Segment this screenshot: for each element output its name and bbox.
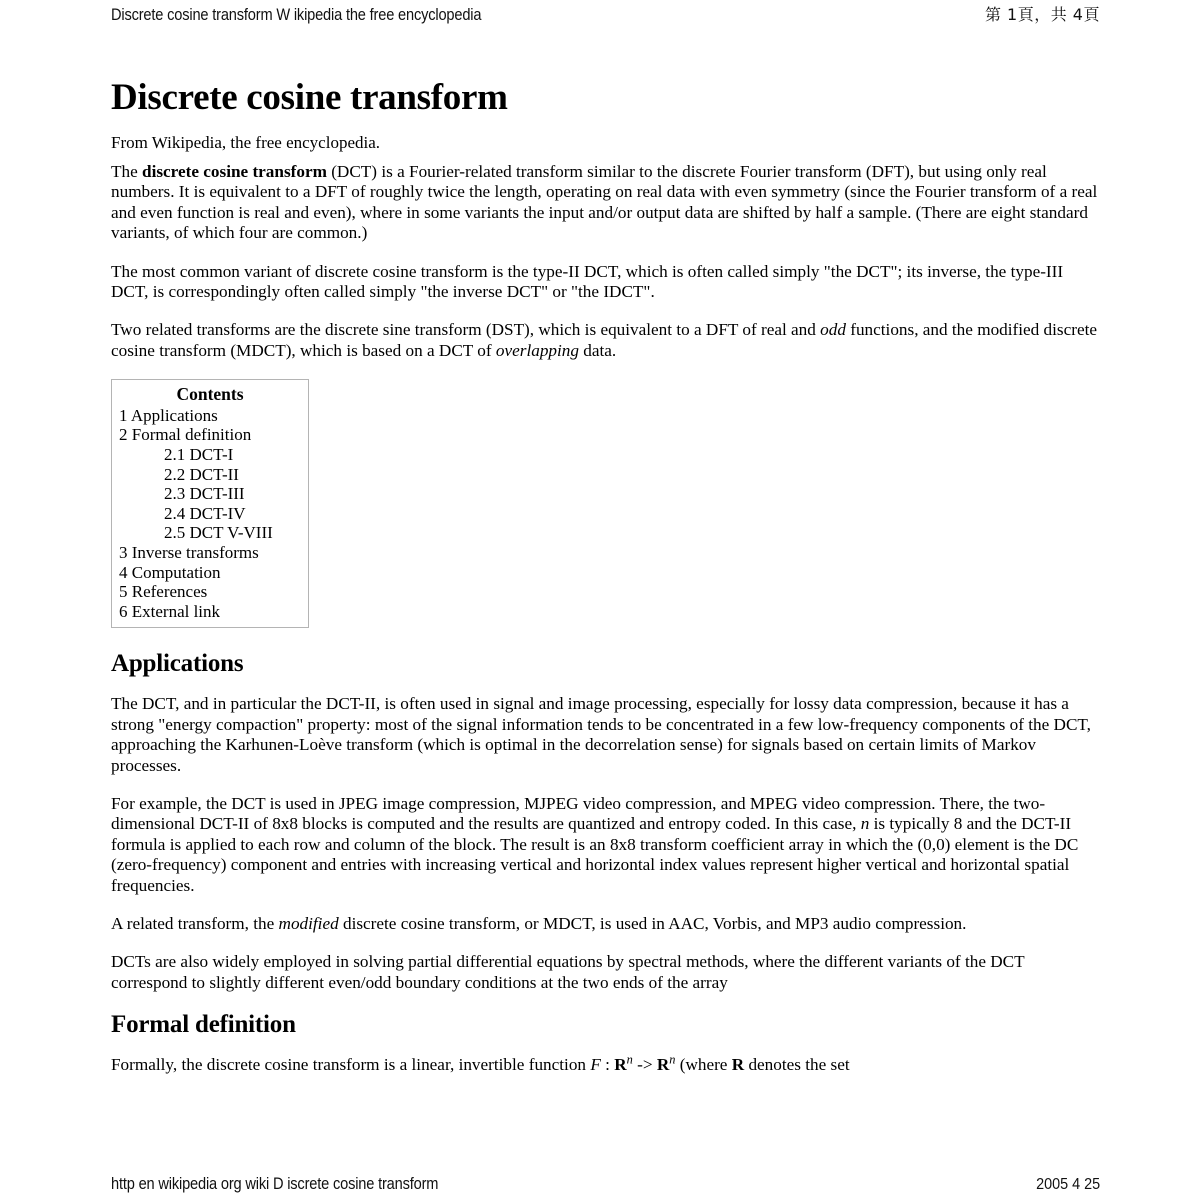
intro-p1-text-a: The [111, 162, 143, 181]
fd-p1-exponent-2: n [669, 1052, 676, 1067]
toc-item-number: 2.2 [164, 464, 190, 484]
print-footer [111, 1174, 1100, 1194]
toc-item-label: DCT-II [189, 464, 239, 484]
toc-item-label: References [131, 582, 208, 602]
intro-p3-text-b: functions, and the modified discrete cosine transform (MDCT), which is based on a DCT of [111, 320, 1097, 360]
intro-p3-text-a: Two related transforms are the discrete sine transform (DST), which is equivalent to a DFT of real and [111, 320, 821, 340]
toc-list [112, 406, 308, 622]
fd-p1-exponent-1: n [626, 1052, 633, 1067]
applications-p2-text-a: For example, the DCT is used in JPEG image compression, MJPEG video compression, and MPEG video compression. There, the two-dimensional DCT-II of 8x8 blocks is computed and the results are quantized and entropy coded. In this case, [111, 794, 1046, 834]
toc-item-inverse-transforms[interactable] [112, 543, 308, 563]
formal-definition-paragraph-1 [111, 1052, 1100, 1075]
intro-paragraph-2: The most common variant of discrete cosine transform is the type-II DCT, which is often called simply "the DCT"; its inverse, the type-III DCT, is correspondingly often called simply "the inverse DCT" or "the IDCT". [111, 261, 1064, 302]
intro-p1-text-b: (DCT) is a Fourier-related transform similar to the discrete Fourier transform (DFT), but using only real numbers. It is equivalent to a DFT of roughly twice the length, operating on real data with even symmetry (since the Fourier transform of a real and even function is real and even), where in some variants the input and/or output data are shifted by half a sample. (There are eight standard variants, of which four are common.) [111, 162, 1098, 243]
toc-item-label: External link [131, 601, 221, 621]
toc-item-number: 2 [119, 425, 132, 445]
toc-item-number: 1 [119, 405, 131, 425]
applications-paragraph-1: The DCT, and in particular the DCT-II, is often used in signal and image processing, especially for lossy data compression, because it has a strong "energy compaction" property: most of the signal information tends to be concentrated in a few low-frequency components of the DCT, approaching the Karhunen-Loève transform (which is optimal in the decorrelation sense) for signals based on certain limits of Markov processes. [111, 694, 1091, 775]
print-header [111, 2, 1100, 25]
applications-p2-text-b: is typically 8 and the DCT-II formula is applied to each row and column of the block. The result is an 8x8 transform coefficient array in which the (0,0) element is the DC (zero-frequency) component and entries with increasing vertical and horizontal index values represent higher vertical and horizontal spatial frequencies. [111, 814, 1079, 895]
toc-item-number: 5 [119, 582, 132, 602]
toc-item-label: DCT V-VIII [189, 523, 273, 543]
toc-item-label: DCT-III [189, 484, 245, 504]
toc-item-number: 3 [119, 543, 132, 562]
toc-item-number: 2.5 [164, 523, 190, 543]
print-footer-url: http en wikipedia org wiki D iscrete cosine transform [111, 1174, 439, 1193]
intro-p3-emphasis-odd: odd [820, 320, 846, 340]
toc-item-dct-i[interactable] [112, 445, 308, 465]
toc-item-references[interactable] [112, 582, 308, 602]
print-header-page-count: 第 1頁，共 4頁 [984, 5, 1100, 24]
section-heading-formal-definition: Formal definition [111, 1011, 296, 1039]
applications-p3-emphasis-modified: modified [278, 914, 339, 934]
applications-p3-text-a: A related transform, the [111, 914, 279, 934]
article-body [111, 162, 1100, 1094]
toc-item-computation[interactable] [112, 563, 308, 583]
table-of-contents [111, 379, 309, 628]
toc-item-label: Formal definition [131, 425, 252, 445]
toc-item-dct-v-viii[interactable] [112, 523, 308, 543]
fd-p1-text-a: Formally, the discrete cosine transform is a linear, invertible function [111, 1055, 591, 1075]
toc-item-dct-iv[interactable] [112, 504, 308, 524]
fd-p1-reals-symbol-3: R [731, 1055, 745, 1075]
fd-p1-arrow: -> [632, 1055, 657, 1075]
byline: From Wikipedia, the free encyclopedia. [111, 133, 381, 152]
toc-item-applications[interactable] [112, 406, 308, 426]
toc-item-number: 4 [119, 562, 132, 582]
toc-heading: Contents [176, 384, 244, 405]
toc-item-label: Applications [130, 405, 218, 425]
intro-p3-text-c: data. [578, 340, 617, 360]
intro-paragraph-1 [111, 162, 1100, 244]
toc-item-dct-iii[interactable] [112, 484, 308, 504]
toc-item-number: 6 [119, 601, 132, 621]
fd-p1-text-c: denotes the set [744, 1055, 850, 1075]
intro-p3-emphasis-overlapping: overlapping [495, 340, 579, 360]
toc-item-label: Inverse transforms [131, 543, 259, 562]
toc-item-label: DCT-IV [189, 503, 246, 523]
applications-paragraph-3 [111, 914, 1100, 934]
page-title: Discrete cosine transform [111, 77, 508, 118]
fd-p1-function-symbol: F [590, 1055, 601, 1075]
intro-paragraph-3 [111, 320, 1100, 361]
fd-p1-reals-symbol-2: R [656, 1055, 670, 1075]
intro-p1-bold-term: discrete cosine transform [142, 162, 327, 181]
section-heading-applications: Applications [111, 650, 244, 678]
applications-paragraph-4: DCTs are also widely employed in solving partial differential equations by spectral methods, where the different variants of the DCT correspond to slightly different even/odd boundary conditions at the two ends of the array [111, 952, 1025, 992]
toc-item-number: 2.4 [164, 503, 190, 523]
print-footer-date: 2005 4 25 [1035, 1176, 1100, 1193]
applications-p3-text-b: discrete cosine transform, or MDCT, is used in AAC, Vorbis, and MP3 audio compression. [338, 914, 967, 934]
toc-item-label: DCT-I [189, 445, 234, 465]
applications-paragraph-2 [111, 794, 1100, 896]
toc-item-dct-ii[interactable] [112, 465, 308, 485]
fd-p1-colon: : [600, 1055, 615, 1075]
toc-item-number: 2.3 [164, 484, 190, 504]
print-header-title: Discrete cosine transform W ikipedia the free encyclopedia [111, 5, 482, 24]
toc-item-label: Computation [131, 562, 221, 582]
toc-item-number: 2.1 [164, 445, 190, 465]
applications-p2-variable-n: n [860, 814, 870, 834]
toc-item-formal-definition[interactable] [112, 425, 308, 445]
fd-p1-text-b: (where [675, 1055, 732, 1075]
toc-item-external-link[interactable] [112, 602, 308, 622]
fd-p1-reals-symbol-1: R [614, 1055, 627, 1075]
